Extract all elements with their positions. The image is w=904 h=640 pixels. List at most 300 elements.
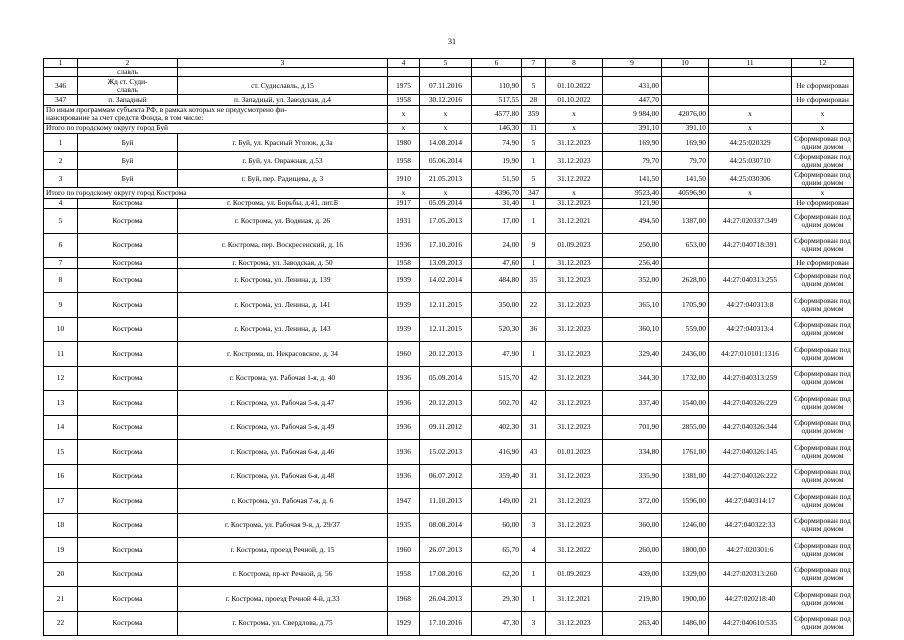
header-cell-4: 4 <box>388 59 420 68</box>
header-cell-6: 6 <box>472 59 522 68</box>
cell-cost: 250,00 <box>603 233 662 258</box>
table-row <box>44 233 854 258</box>
cell-city: Кострома <box>78 489 178 514</box>
cell-no: 8 <box>44 268 78 293</box>
total-c10: 391,10 <box>662 123 709 134</box>
cell-year: 1936 <box>388 415 420 440</box>
cell-cost: 141,50 <box>603 170 662 188</box>
cell-address: г. Кострома, ул. Рабочая 1-я, д. 40 <box>178 366 388 391</box>
total-c5: x <box>420 188 472 199</box>
cell-date: 15.02.2013 <box>420 440 472 465</box>
cell-city: Кострома <box>78 464 178 489</box>
cell-city: Кострома <box>78 268 178 293</box>
table-row <box>44 415 854 440</box>
cell-city: Кострома <box>78 513 178 538</box>
cell-date: 11.10.2013 <box>420 489 472 514</box>
cell-date: 20.12.2013 <box>420 391 472 416</box>
cell-deadline: 01.09.2023 <box>546 562 603 587</box>
continued-row <box>44 68 854 77</box>
cell-area: 24,00 <box>472 233 522 258</box>
cell-area: 110,90 <box>472 77 522 95</box>
cell-city: Буй <box>78 170 178 188</box>
table-row <box>44 258 854 269</box>
cell-area: 65,70 <box>472 538 522 563</box>
total-c8: x <box>546 105 603 123</box>
cell-cost: 431,00 <box>603 77 662 95</box>
cell-n: 1 <box>522 152 546 170</box>
cell-cad: 44:27:040326:229 <box>709 391 792 416</box>
cell-address: г. Кострома, ул. Рабочая 5-я, д.47 <box>178 391 388 416</box>
total-c9: 9523,40 <box>603 188 662 199</box>
cell-deadline: 31.12.2023 <box>546 489 603 514</box>
cell-city: Кострома <box>78 209 178 234</box>
cell-n: 22 <box>522 293 546 318</box>
cell-cad: 44:27:040313:255 <box>709 268 792 293</box>
cell-no: 7 <box>44 258 78 269</box>
cell-cost: 439,00 <box>603 562 662 587</box>
cell-empty <box>472 68 522 77</box>
cell-area: 51,50 <box>472 170 522 188</box>
cell-cad: 44:27:040610:535 <box>709 611 792 636</box>
cell-date: 14.08.2014 <box>420 134 472 152</box>
cell-date: 05.09.2014 <box>420 366 472 391</box>
cell-c10: 653,00 <box>662 233 709 258</box>
total-kostroma-row <box>44 188 854 199</box>
cell-deadline: 01.09.2023 <box>546 233 603 258</box>
cell-address: г. Кострома, ул. Рабочая 6-я, д.48 <box>178 464 388 489</box>
cell-no: 10 <box>44 317 78 342</box>
total-c11: x <box>709 105 792 123</box>
cell-cad: 44:27:040313:259 <box>709 366 792 391</box>
cell-year: 1968 <box>388 587 420 612</box>
cell-no: 13 <box>44 391 78 416</box>
cell-area: 60,00 <box>472 513 522 538</box>
cell-date: 05.06.2014 <box>420 152 472 170</box>
cell-empty <box>546 68 603 77</box>
cell-no: 18 <box>44 513 78 538</box>
cell-cost: 352,00 <box>603 268 662 293</box>
cell-year: 1958 <box>388 152 420 170</box>
cell-date: 12.11.2015 <box>420 293 472 318</box>
cell-address: г. Кострома, пр-кт Речной, д. 56 <box>178 562 388 587</box>
cell-deadline: 31.12.2023 <box>546 366 603 391</box>
total-buy-row <box>44 123 854 134</box>
cell-area: 350,00 <box>472 293 522 318</box>
table-row <box>44 538 854 563</box>
cell-deadline: 31.12.2022 <box>546 170 603 188</box>
cell-cad: 44:27:040314:17 <box>709 489 792 514</box>
cell-n: 42 <box>522 391 546 416</box>
cell-area: 402,30 <box>472 415 522 440</box>
cell-n: 4 <box>522 538 546 563</box>
cell-cad: 44:27:020301:6 <box>709 538 792 563</box>
cell-area: 520,30 <box>472 317 522 342</box>
cell-empty <box>522 68 546 77</box>
header-cell-3: 3 <box>178 59 388 68</box>
cell-cad <box>709 198 792 209</box>
cell-address: г. Кострома, ул. Рабочая 7-я, д. 6 <box>178 489 388 514</box>
cell-c10: 1800,00 <box>662 538 709 563</box>
cell-cad: 44:27:040313:4 <box>709 317 792 342</box>
cell-cost: 79,70 <box>603 152 662 170</box>
cell-n: 5 <box>522 77 546 95</box>
cell-c10: 169,90 <box>662 134 709 152</box>
cell-year: 1975 <box>388 77 420 95</box>
cell-city: Кострома <box>78 587 178 612</box>
cell-deadline: 31.12.2023 <box>546 611 603 636</box>
cell-area: 47,30 <box>472 611 522 636</box>
cell-no: 1 <box>44 134 78 152</box>
cell-cost: 494,50 <box>603 209 662 234</box>
cell-year: 1958 <box>388 258 420 269</box>
cell-status: Сформирован под одним домом <box>792 562 854 587</box>
total-c12: x <box>792 123 854 134</box>
table-row <box>44 268 854 293</box>
cell-city: Кострома <box>78 538 178 563</box>
cell-no: 22 <box>44 611 78 636</box>
cell-year: 1917 <box>388 198 420 209</box>
cell-no: 19 <box>44 538 78 563</box>
cell-year: 1958 <box>388 95 420 106</box>
cell-date: 26.07.2013 <box>420 538 472 563</box>
table-row <box>44 489 854 514</box>
cell-cad: 44:25:030306 <box>709 170 792 188</box>
cell-status: Сформирован под одним домом <box>792 342 854 367</box>
cell-city: Кострома <box>78 391 178 416</box>
cell-status: Сформирован под одним домом <box>792 464 854 489</box>
total-c4: x <box>388 123 420 134</box>
cell-date: 20.12.2013 <box>420 342 472 367</box>
cell-year: 1939 <box>388 268 420 293</box>
cell-no: 12 <box>44 366 78 391</box>
cell-status: Не сформирован <box>792 77 854 95</box>
cell-c10: 1761,00 <box>662 440 709 465</box>
cell-n: 9 <box>522 233 546 258</box>
cell-area: 47,90 <box>472 342 522 367</box>
cell-year: 1936 <box>388 391 420 416</box>
cell-c10: 559,00 <box>662 317 709 342</box>
cell-address: г. Кострома, проезд Речной, д. 15 <box>178 538 388 563</box>
cell-year: 1958 <box>388 562 420 587</box>
cell-area: 502,70 <box>472 391 522 416</box>
cell-cost: 365,10 <box>603 293 662 318</box>
cell-cost: 337,40 <box>603 391 662 416</box>
table-row <box>44 366 854 391</box>
table-row <box>44 170 854 188</box>
cell-status: Сформирован под одним домом <box>792 268 854 293</box>
cell-status: Сформирован под одним домом <box>792 209 854 234</box>
cell-date: 17.10.2016 <box>420 233 472 258</box>
cell-n: 28 <box>522 95 546 106</box>
cell-area: 17,00 <box>472 209 522 234</box>
cell-deadline: 31.12.2023 <box>546 464 603 489</box>
cell-year: 1931 <box>388 209 420 234</box>
table-row <box>44 317 854 342</box>
cell-status: Сформирован под одним домом <box>792 152 854 170</box>
page-number: 31 <box>448 37 456 46</box>
table-row <box>44 198 854 209</box>
total-c6: 4577,80 <box>472 105 522 123</box>
cell-c10: 1900,00 <box>662 587 709 612</box>
cell-c10: 1540,00 <box>662 391 709 416</box>
cell-year: 1939 <box>388 293 420 318</box>
cell-empty <box>792 68 854 77</box>
total-c11: x <box>709 188 792 199</box>
cell-cost: 263,40 <box>603 611 662 636</box>
cell-cad: 44:27:010101:1316 <box>709 342 792 367</box>
table-row <box>44 209 854 234</box>
cell-deadline: 01.10.2022 <box>546 77 603 95</box>
housing-table <box>43 58 854 636</box>
cell-year: 1980 <box>388 134 420 152</box>
cell-date: 17.05.2013 <box>420 209 472 234</box>
cell-city: Кострома <box>78 366 178 391</box>
cell-date: 26.04.2013 <box>420 587 472 612</box>
table-row <box>44 464 854 489</box>
cell-n: 3 <box>522 513 546 538</box>
cell-cost: 169,90 <box>603 134 662 152</box>
cell-deadline: 31.12.2023 <box>546 415 603 440</box>
total-c7: 359 <box>522 105 546 123</box>
cell-year: 1936 <box>388 233 420 258</box>
header-cell-9: 9 <box>603 59 662 68</box>
cell-cad: 44:27:040326:222 <box>709 464 792 489</box>
total-label: Итого по городскому округу город Буй <box>44 123 388 134</box>
cell-n: 5 <box>522 170 546 188</box>
cell-cost: 329,40 <box>603 342 662 367</box>
total-label: Итого по городскому округу город Кострома <box>44 188 388 199</box>
cell-city: славль <box>78 68 178 77</box>
cell-date: 07.11.2016 <box>420 77 472 95</box>
cell-no: 21 <box>44 587 78 612</box>
total-c6: 146,30 <box>472 123 522 134</box>
cell-city: Кострома <box>78 611 178 636</box>
cell-no: 347 <box>44 95 78 106</box>
cell-cost: 360,00 <box>603 513 662 538</box>
cell-address: г. Буй, ул. Красный Уголок, д.3а <box>178 134 388 152</box>
header-cell-8: 8 <box>546 59 603 68</box>
cell-year: 1929 <box>388 611 420 636</box>
cell-deadline: 31.12.2023 <box>546 317 603 342</box>
cell-city: Буй <box>78 134 178 152</box>
cell-address: г. Кострома, ул. Ленина, д. 141 <box>178 293 388 318</box>
cell-no: 9 <box>44 293 78 318</box>
cell-address: г. Кострома, ул. Свердлова, д.75 <box>178 611 388 636</box>
cell-no: 17 <box>44 489 78 514</box>
total-c12: x <box>792 188 854 199</box>
cell-year: 1935 <box>388 513 420 538</box>
cell-area: 74,90 <box>472 134 522 152</box>
cell-cad: 44:27:040313:8 <box>709 293 792 318</box>
cell-n: 31 <box>522 464 546 489</box>
cell-year: 1936 <box>388 464 420 489</box>
cell-n: 5 <box>522 134 546 152</box>
cell-city: Кострома <box>78 317 178 342</box>
cell-address: г. Кострома, пер. Воскресенский, д. 16 <box>178 233 388 258</box>
cell-no: 15 <box>44 440 78 465</box>
cell-deadline: 01.10.2022 <box>546 95 603 106</box>
table-row <box>44 134 854 152</box>
cell-c10 <box>662 95 709 106</box>
cell-cad: 44:27:020313:260 <box>709 562 792 587</box>
cell-status: Сформирован под одним домом <box>792 317 854 342</box>
cell-status: Сформирован под одним домом <box>792 440 854 465</box>
cell-empty <box>662 68 709 77</box>
cell-city: Буй <box>78 152 178 170</box>
cell-c10: 141,50 <box>662 170 709 188</box>
table-row <box>44 562 854 587</box>
cell-status: Сформирован под одним домом <box>792 587 854 612</box>
cell-c10: 2436,00 <box>662 342 709 367</box>
cell-address: г. Кострома, ул. Рабочая 9-я, д. 29/37 <box>178 513 388 538</box>
cell-no: 11 <box>44 342 78 367</box>
cell-c10: 1329,00 <box>662 562 709 587</box>
cell-c10: 79,70 <box>662 152 709 170</box>
cell-date: 06.07.2012 <box>420 464 472 489</box>
total-c12: x <box>792 105 854 123</box>
cell-address: ст. Судиславль, д.15 <box>178 77 388 95</box>
cell-c10: 1381,00 <box>662 464 709 489</box>
cell-date: 13.09.2013 <box>420 258 472 269</box>
cell-no: 20 <box>44 562 78 587</box>
cell-year: 1947 <box>388 489 420 514</box>
cell-no <box>44 68 78 77</box>
cell-deadline: 31.12.2023 <box>546 391 603 416</box>
header-cell-12: 12 <box>792 59 854 68</box>
cell-cad <box>709 258 792 269</box>
header-cell-2: 2 <box>78 59 178 68</box>
cell-status: Сформирован под одним домом <box>792 489 854 514</box>
cell-cad: 44:27:020337:349 <box>709 209 792 234</box>
cell-address: г. Кострома, ул. Ленина, д. 143 <box>178 317 388 342</box>
cell-year: 1960 <box>388 538 420 563</box>
total-c6: 4396,70 <box>472 188 522 199</box>
cell-empty <box>420 68 472 77</box>
cell-n: 1 <box>522 209 546 234</box>
cell-cad: 44:25:030710 <box>709 152 792 170</box>
cell-deadline: 31.12.2023 <box>546 268 603 293</box>
cell-city: Кострома <box>78 415 178 440</box>
total-c10: 40596,90 <box>662 188 709 199</box>
cell-date: 05.09.2014 <box>420 198 472 209</box>
cell-deadline: 01.01.2023 <box>546 440 603 465</box>
cell-area: 149,00 <box>472 489 522 514</box>
total-c10: 42076,00 <box>662 105 709 123</box>
cell-empty <box>388 68 420 77</box>
cell-cost: 121,90 <box>603 198 662 209</box>
table-row <box>44 342 854 367</box>
cell-year: 1939 <box>388 317 420 342</box>
cell-date: 09.11.2012 <box>420 415 472 440</box>
cell-deadline: 31.12.2021 <box>546 587 603 612</box>
cell-address: г. Буй, ул. Овражная, д.53 <box>178 152 388 170</box>
cell-c10: 1705,90 <box>662 293 709 318</box>
cell-area: 19,90 <box>472 152 522 170</box>
cell-n: 1 <box>522 198 546 209</box>
cell-year: 1936 <box>388 366 420 391</box>
cell-no: 14 <box>44 415 78 440</box>
cell-address: п. Западный, ул. Заводская, д.4 <box>178 95 388 106</box>
cell-year: 1960 <box>388 342 420 367</box>
cell-cost: 360,10 <box>603 317 662 342</box>
cell-cost: 344,30 <box>603 366 662 391</box>
cell-status: Сформирован под одним домом <box>792 233 854 258</box>
cell-cost: 372,00 <box>603 489 662 514</box>
cell-status: Сформирован под одним домом <box>792 415 854 440</box>
table-row <box>44 95 854 106</box>
table-row <box>44 152 854 170</box>
cell-cad: 44:27:040326:145 <box>709 440 792 465</box>
cell-deadline: 31.12.2023 <box>546 198 603 209</box>
cell-date: 12.11.2015 <box>420 317 472 342</box>
total-c9: 391,10 <box>603 123 662 134</box>
cell-year: 1936 <box>388 440 420 465</box>
cell-deadline: 31.12.2021 <box>546 209 603 234</box>
cell-deadline: 31.12.2022 <box>546 538 603 563</box>
cell-n: 31 <box>522 415 546 440</box>
table-row <box>44 77 854 95</box>
header-row <box>44 59 854 68</box>
cell-c10 <box>662 198 709 209</box>
cell-cost: 334,80 <box>603 440 662 465</box>
cell-address: г. Кострома, ул. Водяная, д. 26 <box>178 209 388 234</box>
cell-deadline: 31.12.2023 <box>546 293 603 318</box>
cell-no: 2 <box>44 152 78 170</box>
cell-n: 1 <box>522 562 546 587</box>
cell-area: 416,90 <box>472 440 522 465</box>
cell-cad: 44:27:040718:391 <box>709 233 792 258</box>
cell-city: Кострома <box>78 342 178 367</box>
cell-status: Сформирован под одним домом <box>792 366 854 391</box>
cell-c10: 1596,00 <box>662 489 709 514</box>
cell-c10: 2855,00 <box>662 415 709 440</box>
table-row <box>44 391 854 416</box>
cell-deadline: 31.12.2023 <box>546 342 603 367</box>
cell-c10: 1486,00 <box>662 611 709 636</box>
cell-status: Сформирован под одним домом <box>792 293 854 318</box>
cell-status: Сформирован под одним домом <box>792 538 854 563</box>
cell-area: 484,80 <box>472 268 522 293</box>
cell-address: г. Кострома, проезд Речной 4-й, д.33 <box>178 587 388 612</box>
cell-address: г. Кострома, ул. Рабочая 5-я, д.49 <box>178 415 388 440</box>
cell-date: 17.10.2016 <box>420 611 472 636</box>
cell-deadline: 31.12.2023 <box>546 134 603 152</box>
table-row <box>44 611 854 636</box>
cell-year: 1910 <box>388 170 420 188</box>
cell-address: г. Кострома, ул. Ленина, д. 139 <box>178 268 388 293</box>
cell-no: 346 <box>44 77 78 95</box>
cell-n: 21 <box>522 489 546 514</box>
cell-n: 42 <box>522 366 546 391</box>
cell-no: 5 <box>44 209 78 234</box>
total-c5: x <box>420 123 472 134</box>
cell-n: 36 <box>522 317 546 342</box>
cell-status: Сформирован под одним домом <box>792 170 854 188</box>
cell-cost: 335,90 <box>603 464 662 489</box>
cell-area: 29,30 <box>472 587 522 612</box>
total-c7: 347 <box>522 188 546 199</box>
total-c4: x <box>388 105 420 123</box>
cell-area: 31,40 <box>472 198 522 209</box>
total-c8: x <box>546 123 603 134</box>
cell-area: 517,55 <box>472 95 522 106</box>
cell-city: Кострома <box>78 198 178 209</box>
cell-city: Кострома <box>78 440 178 465</box>
cell-c10: 1732,00 <box>662 366 709 391</box>
cell-empty <box>709 68 792 77</box>
total-c8: x <box>546 188 603 199</box>
cell-city: Кострома <box>78 562 178 587</box>
